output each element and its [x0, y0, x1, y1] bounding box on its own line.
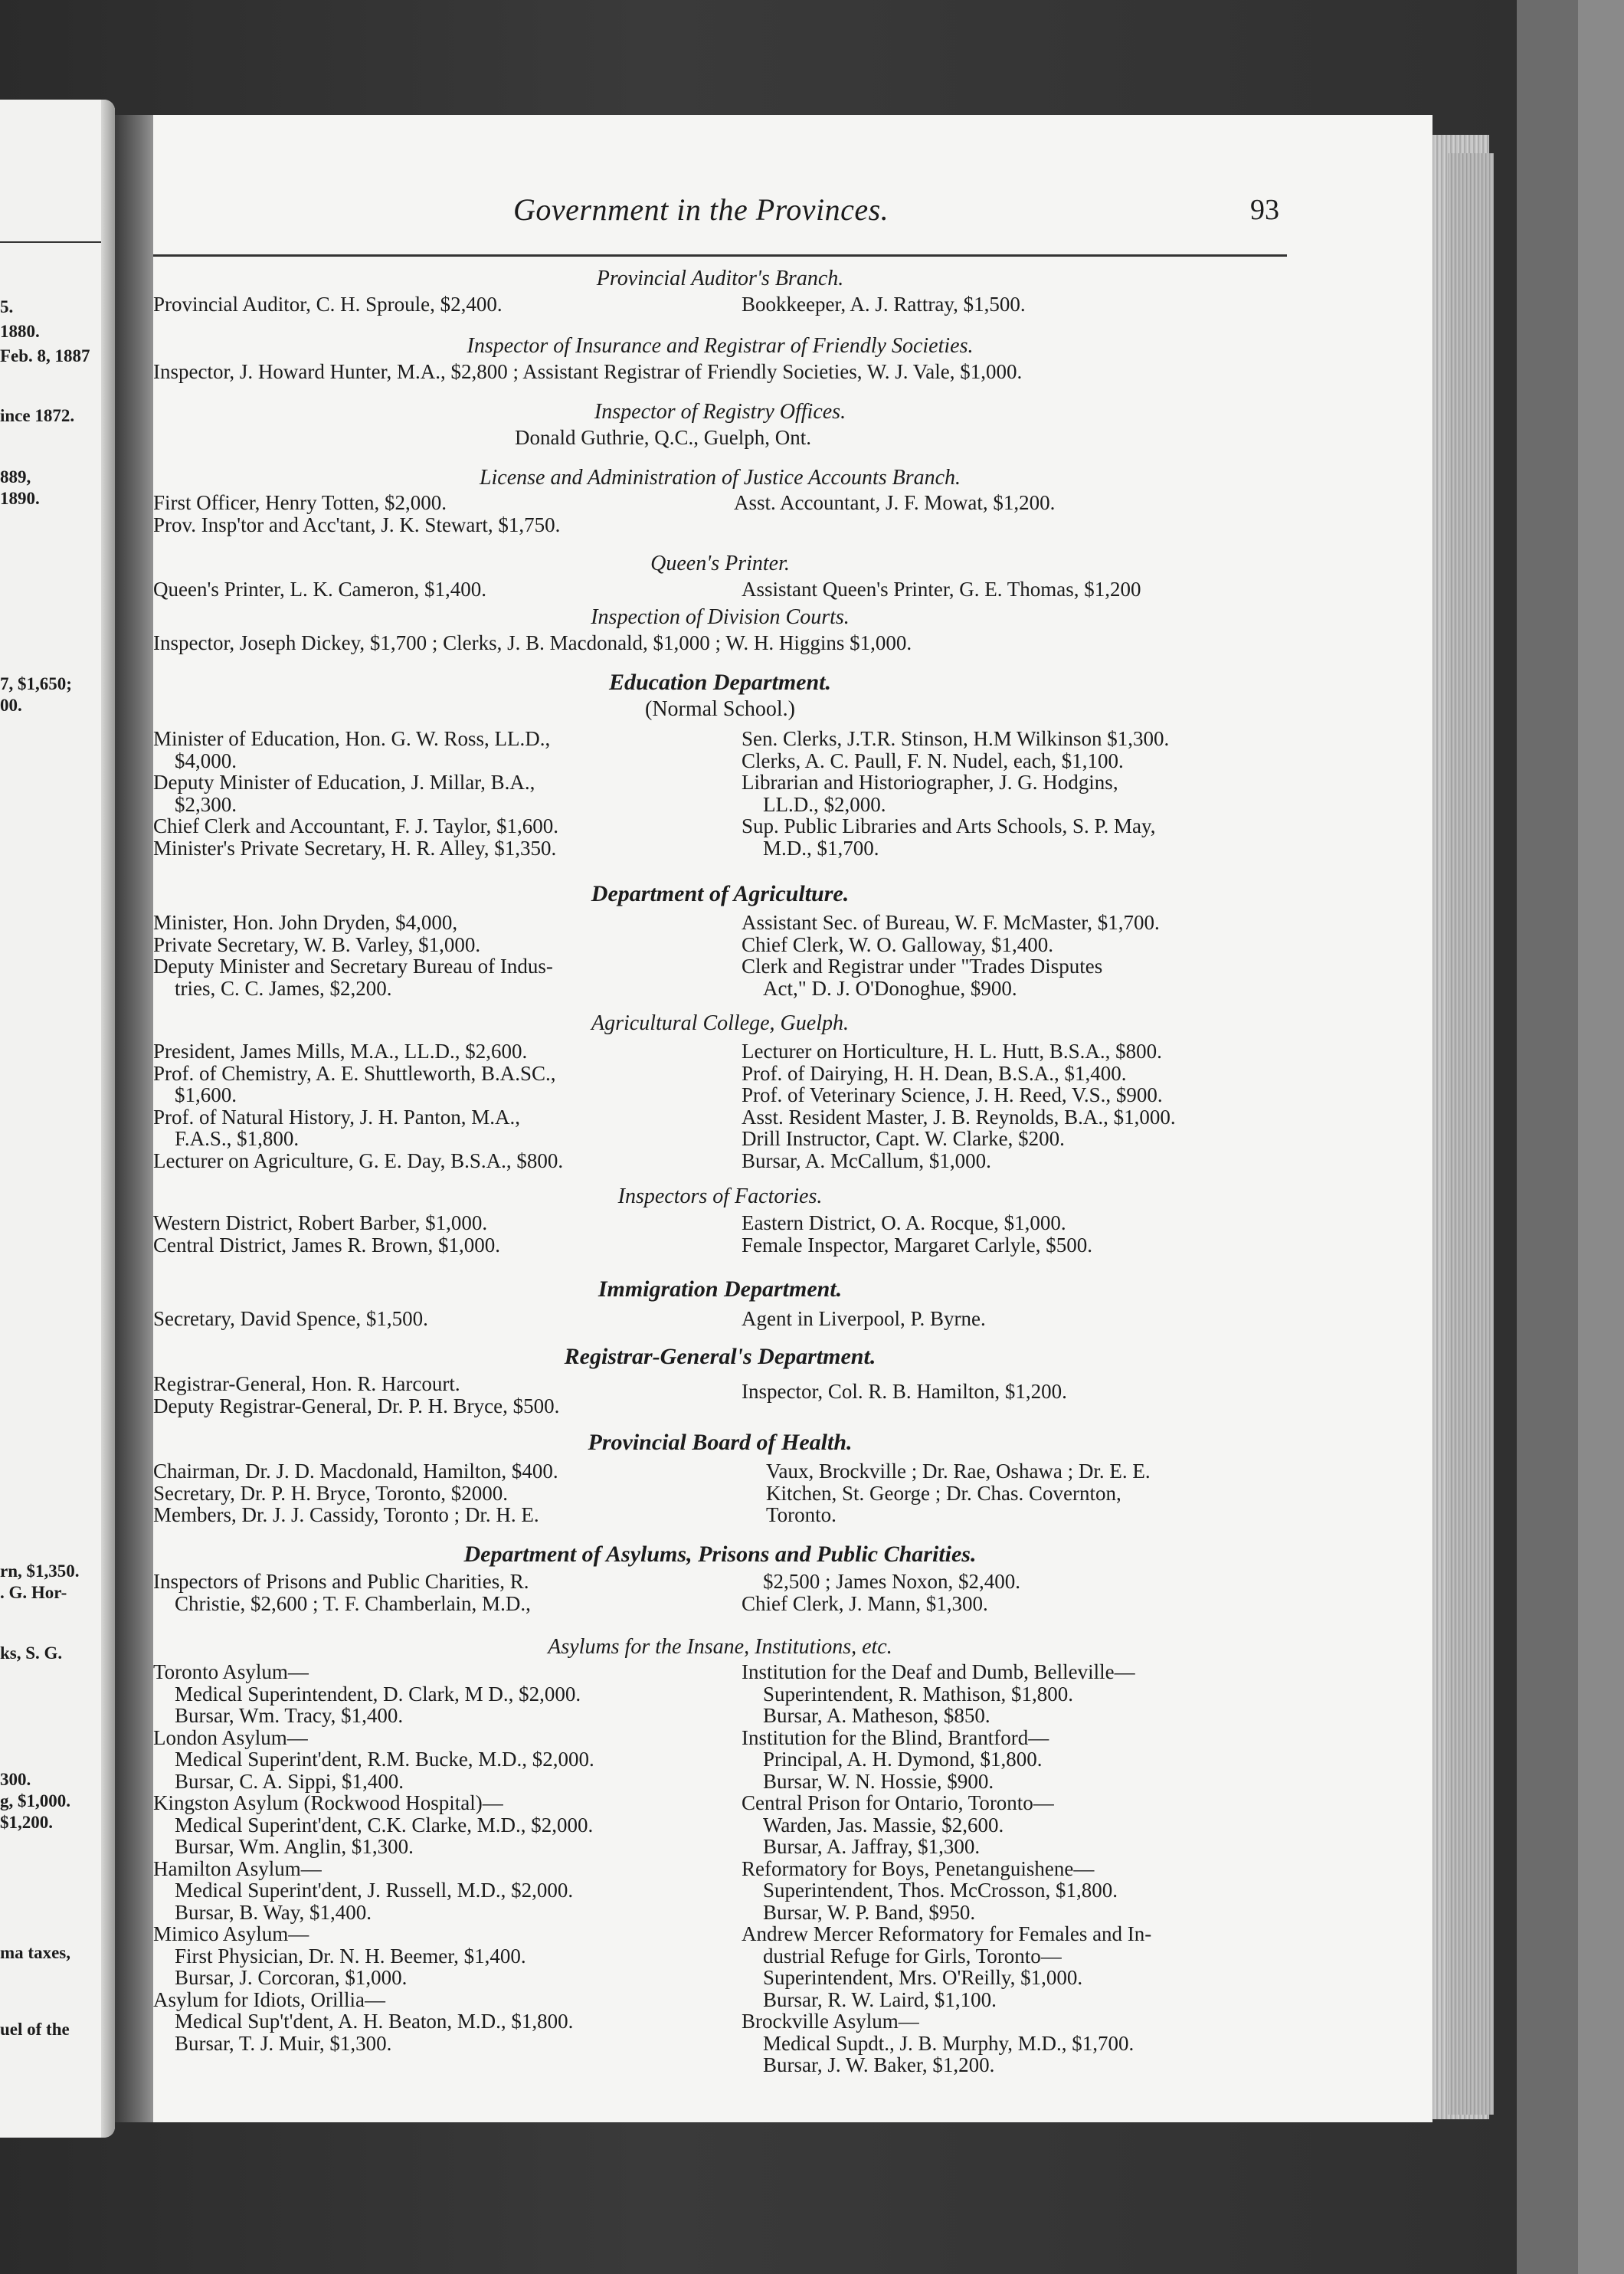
- institution-officer: Medical Superint'dent, R.M. Bucke, M.D., $2,000.: [175, 1748, 594, 1771]
- entry: Inspectors of Prisons and Public Charities, R.: [153, 1570, 529, 1593]
- institution-officer: Bursar, B. Way, $1,400.: [175, 1900, 372, 1924]
- entry: Prov. Insp'tor and Acc'tant, J. K. Stewart, $1,750.: [153, 513, 561, 536]
- registrar-left: [153, 1373, 720, 1417]
- entry: Deputy Minister and Secretary Bureau of Indus-: [153, 955, 553, 978]
- entry: Private Secretary, W. B. Varley, $1,000.: [153, 932, 481, 956]
- entry: $2,500 ; James Noxon, $2,400.: [763, 1570, 1020, 1593]
- running-head: Government in the Provinces.: [513, 192, 889, 227]
- license-left: [153, 492, 720, 536]
- left-fragment: 1890.: [0, 489, 40, 508]
- entry: Sup. Public Libraries and Arts Schools, S. P. May,: [742, 814, 1156, 837]
- left-fragment: g, $1,000.: [0, 1791, 70, 1810]
- entry: Inspector, J. Howard Hunter, M.A., $2,800 ; Assistant Registrar of Friendly Societies, W. J. Vale, $1,000.: [153, 360, 1023, 383]
- factories-left: [153, 1212, 720, 1256]
- left-page-gutter: [101, 100, 115, 2138]
- institution-officer: Bursar, Wm. Anglin, $1,300.: [175, 1835, 414, 1858]
- left-fragment: rn, $1,350.: [0, 1561, 80, 1581]
- entry: Lecturer on Agriculture, G. E. Day, B.S.A., $800.: [153, 1148, 564, 1172]
- header-rule: [153, 254, 1287, 257]
- institution-officer: Bursar, W. P. Band, $950.: [763, 1900, 976, 1924]
- page-edges-inner: [1448, 153, 1494, 2115]
- page-number: 93: [1250, 194, 1279, 226]
- section-heading: Immigration Department.: [598, 1276, 843, 1302]
- entry: Assistant Queen's Printer, G. E. Thomas, $1,200: [742, 578, 1141, 601]
- entry: Prof. of Dairying, H. H. Dean, B.S.A., $1,400.: [742, 1061, 1127, 1085]
- section-heading: Education Department.: [608, 670, 832, 695]
- entry: Librarian and Historiographer, J. G. Hodgins,: [742, 771, 1118, 794]
- institution-officer: Bursar, J. Corcoran, $1,000.: [175, 1966, 408, 1989]
- institution-officer: Bursar, A. Jaffray, $1,300.: [763, 1835, 981, 1858]
- institutions-right: [742, 1661, 1285, 2076]
- agriculture-right: [742, 912, 1285, 999]
- institution-name: Mimico Asylum—: [153, 1922, 309, 1945]
- institution-name: Reformatory for Boys, Penetanguishene—: [742, 1856, 1095, 1880]
- section-heading: Department of Agriculture.: [591, 881, 850, 906]
- institution-name: Brockville Asylum—: [742, 2010, 919, 2033]
- entry: Agent in Liverpool, P. Byrne.: [742, 1307, 986, 1330]
- entry: First Officer, Henry Totten, $2,000.: [153, 491, 447, 514]
- entry: Minister of Education, Hon. G. W. Ross, LL.D.,: [153, 727, 551, 750]
- asylums-left: [153, 1571, 720, 1614]
- entry: tries, C. C. James, $2,200.: [175, 976, 392, 1000]
- entry: Lecturer on Horticulture, H. L. Hutt, B.S.A., $800.: [742, 1040, 1162, 1063]
- entry: Chief Clerk and Accountant, F. J. Taylor, $1,600.: [153, 814, 559, 837]
- background-right-edge: [1578, 0, 1624, 2274]
- institution-officer: Bursar, R. W. Laird, $1,100.: [763, 1987, 997, 2011]
- institution-name: Toronto Asylum—: [153, 1660, 309, 1683]
- institution-officer: Medical Supdt., J. B. Murphy, M.D., $1,700.: [763, 2031, 1135, 2055]
- entry: Provincial Auditor, C. H. Sproule, $2,400.: [153, 293, 503, 316]
- institution-officer: Medical Sup't'dent, A. H. Beaton, M.D., $1,800.: [175, 2010, 574, 2033]
- entry: Clerks, A. C. Paull, F. N. Nudel, each, $1,100.: [742, 749, 1124, 772]
- education-right: [742, 728, 1285, 859]
- entry: President, James Mills, M.A., LL.D., $2,600.: [153, 1040, 528, 1063]
- institution-name: Central Prison for Ontario, Toronto—: [742, 1791, 1054, 1814]
- section-heading: Inspector of Insurance and Registrar of Friendly Societies.: [467, 334, 974, 358]
- section-heading: Inspection of Division Courts.: [591, 605, 850, 629]
- left-fragment: Feb. 8, 1887: [0, 346, 90, 365]
- left-fragment: ince 1872.: [0, 406, 75, 425]
- entry: Bursar, A. McCallum, $1,000.: [742, 1148, 991, 1172]
- entry: Registrar-General, Hon. R. Harcourt.: [153, 1372, 460, 1395]
- entry: Vaux, Brockville ; Dr. Rae, Oshawa ; Dr. E. E.: [766, 1460, 1151, 1483]
- left-fragment: 889,: [0, 467, 31, 487]
- entry: Female Inspector, Margaret Carlyle, $500.: [742, 1233, 1093, 1257]
- section-subheading: (Normal School.): [645, 697, 795, 721]
- entry: Secretary, David Spence, $1,500.: [153, 1307, 428, 1330]
- institution-name: Andrew Mercer Reformatory for Females and In-: [742, 1922, 1152, 1945]
- institution-officer: Principal, A. H. Dymond, $1,800.: [763, 1748, 1043, 1771]
- entry: Clerk and Registrar under "Trades Disputes: [742, 955, 1103, 978]
- institution-officer: Superintendent, Mrs. O'Reilly, $1,000.: [763, 1966, 1083, 1989]
- institution-officer: Superintendent, R. Mathison, $1,800.: [763, 1682, 1073, 1705]
- agriculture-left: [153, 912, 720, 999]
- left-fragment: uel of the: [0, 2020, 70, 2039]
- entry: Secretary, Dr. P. H. Bryce, Toronto, $2000.: [153, 1481, 509, 1505]
- entry: Prof. of Natural History, J. H. Panton, M.A.,: [153, 1105, 520, 1129]
- entry: Drill Instructor, Capt. W. Clarke, $200.: [742, 1127, 1065, 1150]
- section-heading: Agricultural College, Guelph.: [591, 1011, 849, 1035]
- institution-officer: Bursar, C. A. Sippi, $1,400.: [175, 1769, 404, 1793]
- entry: Queen's Printer, L. K. Cameron, $1,400.: [153, 578, 486, 601]
- institution-officer: Bursar, T. J. Muir, $1,300.: [175, 2031, 392, 2055]
- institution-officer: Bursar, Wm. Tracy, $1,400.: [175, 1704, 404, 1727]
- institution-officer: Medical Superint'dent, C.K. Clarke, M.D., $2,000.: [175, 1813, 594, 1837]
- entry: Chairman, Dr. J. D. Macdonald, Hamilton, $400.: [153, 1460, 558, 1483]
- entry: Minister's Private Secretary, H. R. Alley, $1,350.: [153, 836, 557, 860]
- entry: $1,600.: [175, 1083, 237, 1106]
- section-heading: Asylums for the Insane, Institutions, etc.: [548, 1635, 892, 1659]
- entry: $2,300.: [175, 792, 237, 816]
- left-fragment: 7, $1,650;: [0, 674, 72, 693]
- entry: Act," D. J. O'Donoghue, $900.: [763, 976, 1017, 1000]
- institution-officer: First Physician, Dr. N. H. Beemer, $1,400.: [175, 1944, 526, 1968]
- college-left: [153, 1040, 720, 1171]
- entry: Prof. of Chemistry, A. E. Shuttleworth, B.A.SC.,: [153, 1061, 556, 1085]
- left-fragment: ks, S. G.: [0, 1643, 63, 1663]
- entry: Christie, $2,600 ; T. F. Chamberlain, M.D.,: [175, 1591, 531, 1615]
- entry: Toronto.: [766, 1503, 837, 1526]
- institution-name: Kingston Asylum (Rockwood Hospital)—: [153, 1791, 503, 1814]
- left-page-sliver: [0, 100, 115, 2138]
- institution-officer: dustrial Refuge for Girls, Toronto—: [763, 1944, 1062, 1968]
- section-heading: Queen's Printer.: [650, 552, 790, 575]
- entry: Donald Guthrie, Q.C., Guelph, Ont.: [515, 426, 811, 449]
- section-heading: Inspector of Registry Offices.: [594, 400, 846, 424]
- section-heading: License and Administration of Justice Accounts Branch.: [479, 466, 961, 490]
- left-fragment: $1,200.: [0, 1813, 53, 1832]
- left-fragment: 00.: [0, 696, 22, 715]
- entry: Inspector, Col. R. B. Hamilton, $1,200.: [742, 1380, 1067, 1403]
- health-left: [153, 1460, 720, 1526]
- entry: Chief Clerk, W. O. Galloway, $1,400.: [742, 932, 1053, 956]
- institution-name: Hamilton Asylum—: [153, 1856, 322, 1880]
- section-heading: Inspectors of Factories.: [617, 1185, 823, 1208]
- institution-officer: Bursar, J. W. Baker, $1,200.: [763, 2053, 995, 2076]
- institution-officer: Warden, Jas. Massie, $2,600.: [763, 1813, 1004, 1837]
- entry: Chief Clerk, J. Mann, $1,300.: [742, 1591, 988, 1615]
- entry: Kitchen, St. George ; Dr. Chas. Covernton,: [766, 1481, 1121, 1505]
- left-page-rule: [0, 241, 101, 243]
- asylums-right: [742, 1571, 1285, 1614]
- institution-officer: Bursar, A. Matheson, $850.: [763, 1704, 990, 1727]
- college-right: [742, 1040, 1285, 1171]
- entry: Deputy Minister of Education, J. Millar, B.A.,: [153, 771, 535, 794]
- entry: M.D., $1,700.: [763, 836, 879, 860]
- institution-name: Institution for the Blind, Brantford—: [742, 1725, 1049, 1749]
- entry: F.A.S., $1,800.: [175, 1127, 300, 1150]
- entry: Deputy Registrar-General, Dr. P. H. Bryce, $500.: [153, 1394, 560, 1417]
- entry: Prof. of Veterinary Science, J. H. Reed, V.S., $900.: [742, 1083, 1163, 1106]
- license-right: [734, 492, 1285, 514]
- section-heading: Provincial Board of Health.: [588, 1430, 853, 1455]
- institution-name: Institution for the Deaf and Dumb, Belleville—: [742, 1660, 1135, 1683]
- left-fragment: 1880.: [0, 322, 40, 341]
- entry: Eastern District, O. A. Rocque, $1,000.: [742, 1211, 1066, 1234]
- entry: Sen. Clerks, J.T.R. Stinson, H.M Wilkinson $1,300.: [742, 727, 1170, 750]
- institution-officer: Medical Superint'dent, J. Russell, M.D., $2,000.: [175, 1879, 574, 1902]
- entry: Assistant Sec. of Bureau, W. F. McMaster, $1,700.: [742, 911, 1160, 934]
- institution-officer: Superintendent, Thos. McCrosson, $1,800.: [763, 1879, 1118, 1902]
- registrar-right: [742, 1381, 1285, 1403]
- left-fragment: . G. Hor-: [0, 1583, 67, 1602]
- entry: Asst. Resident Master, J. B. Reynolds, B.A., $1,000.: [742, 1105, 1176, 1129]
- entry: Minister, Hon. John Dryden, $4,000,: [153, 911, 458, 934]
- entry: Western District, Robert Barber, $1,000.: [153, 1211, 488, 1234]
- left-fragment: 5.: [0, 297, 14, 316]
- entry: $4,000.: [175, 749, 237, 772]
- health-right: [766, 1460, 1287, 1526]
- institution-name: London Asylum—: [153, 1725, 308, 1749]
- entry: Inspector, Joseph Dickey, $1,700 ; Clerks, J. B. Macdonald, $1,000 ; W. H. Higgins $1,000.: [153, 631, 912, 654]
- entry: LL.D., $2,000.: [763, 792, 886, 816]
- section-heading: Provincial Auditor's Branch.: [596, 267, 844, 290]
- entry: Bookkeeper, A. J. Rattray, $1,500.: [742, 293, 1026, 316]
- education-left: [153, 728, 720, 859]
- institution-name: Asylum for Idiots, Orillia—: [153, 1987, 385, 2011]
- left-fragment: ma taxes,: [0, 1943, 70, 1962]
- section-heading: Registrar-General's Department.: [564, 1344, 876, 1369]
- book-page: [153, 115, 1432, 2122]
- institution-officer: Bursar, W. N. Hossie, $900.: [763, 1769, 994, 1793]
- left-fragment: 300.: [0, 1770, 31, 1789]
- section-heading: Department of Asylums, Prisons and Public Charities.: [463, 1542, 977, 1567]
- factories-right: [742, 1212, 1285, 1256]
- institutions-left: [153, 1661, 720, 2054]
- entry: Central District, James R. Brown, $1,000.: [153, 1233, 500, 1257]
- institution-officer: Medical Superintendent, D. Clark, M D., $2,000.: [175, 1682, 581, 1705]
- entry: Asst. Accountant, J. F. Mowat, $1,200.: [734, 491, 1056, 514]
- entry: Members, Dr. J. J. Cassidy, Toronto ; Dr. H. E.: [153, 1503, 539, 1526]
